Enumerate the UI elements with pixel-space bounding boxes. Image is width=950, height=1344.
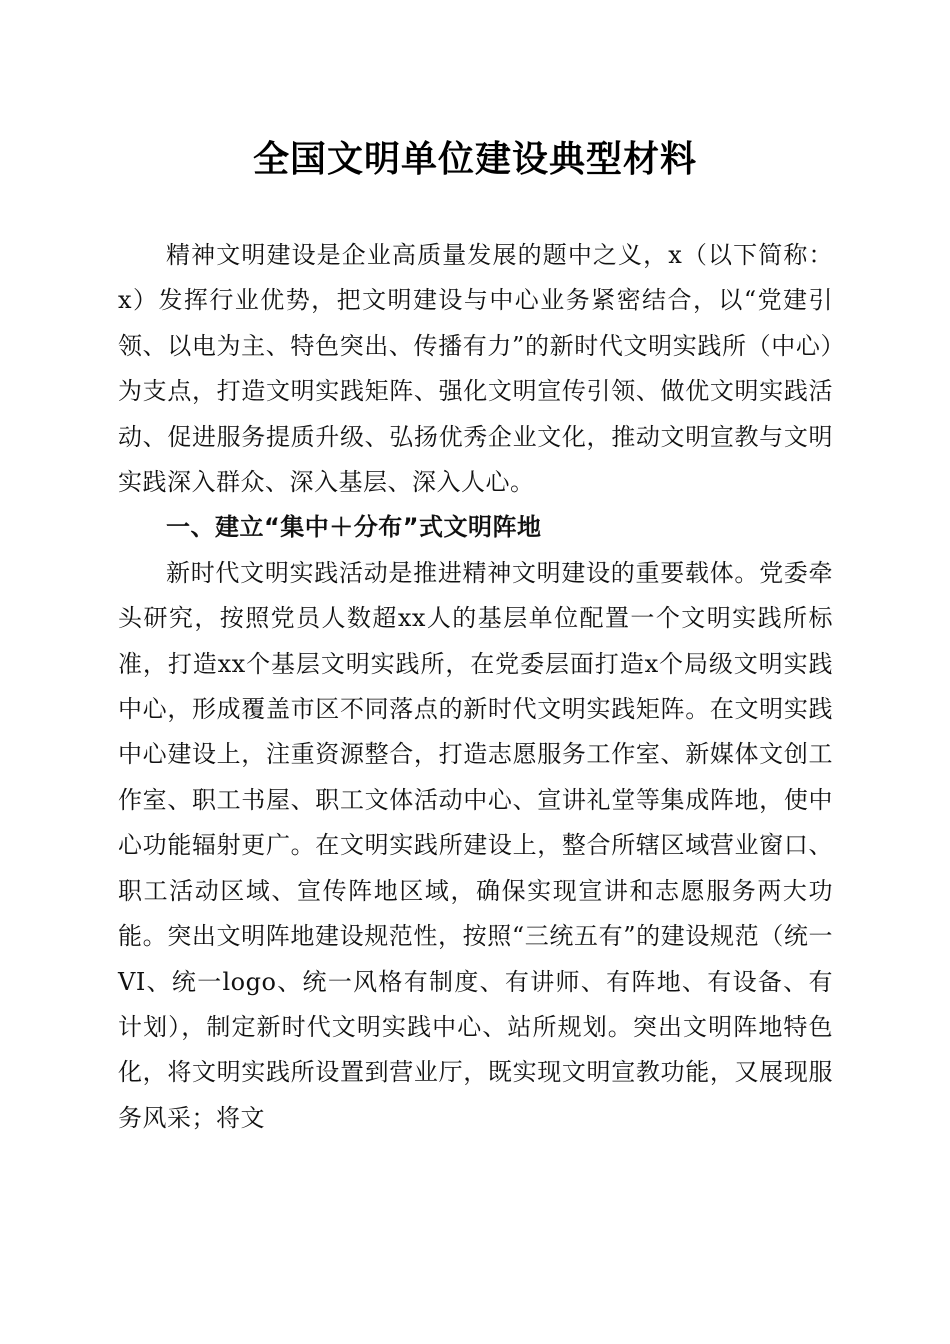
document-body	[118, 233, 833, 1141]
document-title: 全国文明单位建设典型材料	[252, 138, 697, 180]
intro-paragraph: 精神文明建设是企业高质量发展的题中之义，x（以下简称：x）发挥行业优势，把文明建设与中心业务紧密结合，以“党建引领、以电为主、特色突出、传播有力”的新时代文明实践所（中心）为支点，打造文明实践矩阵、强化文明宣传引领、做优文明实践活动、促进服务提质升级、弘扬优秀企业文化，推动文明宣教与文明实践深入群众、深入基层、深入人心。	[118, 241, 833, 497]
section-heading: 一、建立“集中＋分布”式文明阵地	[166, 513, 542, 542]
section-paragraph: 新时代文明实践活动是推进精神文明建设的重要载体。党委牵头研究，按照党员人数超xx人的基层单位配置一个文明实践所标准，打造xx个基层文明实践所，在党委层面打造x个局级文明实践中心，形成覆盖市区不同落点的新时代文明实践矩阵。在文明实践中心建设上，注重资源整合，打造志愿服务工作室、新媒体文创工作室、职工书屋、职工文体活动中心、宣讲礼堂等集成阵地，使中心功能辐射更广。在文明实践所建设上，整合所辖区域营业窗口、职工活动区域、宣传阵地区域，确保实现宣讲和志愿服务两大功能。突出文明阵地建设规范性，按照“三统五有”的建设规范（统一VI、统一logo、统一风格有制度、有讲师、有阵地、有设备、有计划），制定新时代文明实践中心、站所规划。突出文明阵地特色化，将文明实践所设置到营业厅，既实现文明宣教功能，又展现服务风采；将文	[118, 558, 833, 1132]
